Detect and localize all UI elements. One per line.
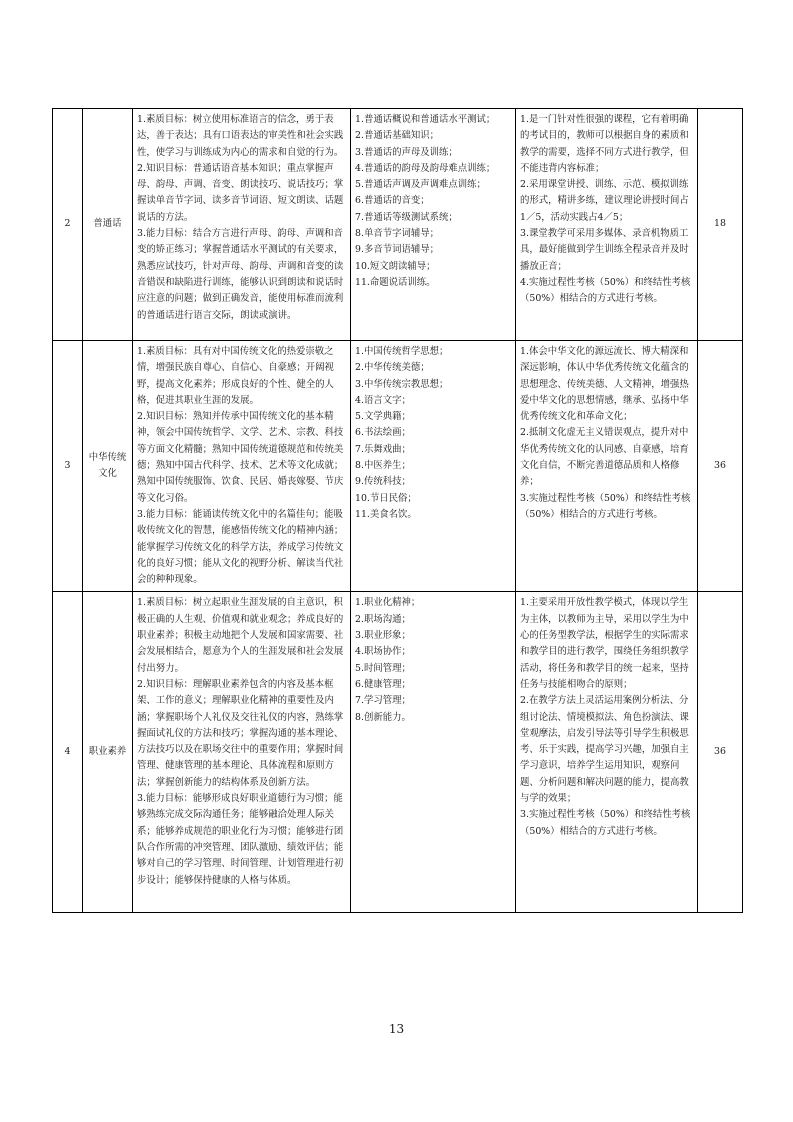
requirement-item: 1.主要采用开放性教学模式，体现以学生为主体，以教师为主导，采用以学生为中心的任务型教学法，根据学生的实际需求和教学目的进行教学，围绕任务组织教学活动，将任务和教学目的统一起来，坚持任务与技能相吻合的原则； bbox=[520, 597, 689, 690]
content-item: 2.普通话基础知识； bbox=[355, 130, 439, 142]
content-item: 4.职场协作； bbox=[355, 646, 411, 658]
content-item: 3.普通话的声母及训练； bbox=[355, 146, 458, 158]
content-item: 8.创新能力。 bbox=[355, 711, 411, 723]
content-item: 3.中华传统宗教思想； bbox=[355, 378, 449, 390]
content-item: 9.传统科技； bbox=[355, 476, 411, 488]
goal-item: 3.能力目标：结合方言进行声母、韵母、声调和音变的矫正练习；掌握普通话水平测试的有关要求，熟悉应试技巧，针对声母、韵母、声调和音变的读音错误和缺陷进行训练，能够认识到朗读和说话时应注意的问题；做到正确发音，能使用标准而流利的普通话进行语言交际，朗读或演讲。 bbox=[137, 228, 344, 321]
course-content-cell bbox=[351, 109, 516, 341]
course-name: 中华传统文化 bbox=[83, 341, 133, 592]
content-item: 1.中国传统哲学思想； bbox=[355, 346, 449, 357]
course-number: 2 bbox=[53, 109, 83, 341]
goal-item: 3.能力目标：能诵读传统文化中的名篇佳句；能吸收传统文化的智慧，能感悟传统文化的精神内涵；能掌握学习传统文化的科学方法，养成学习传统文化的良好习惯；能从文化的视野分析、解读当代社会的种种现象。 bbox=[137, 508, 344, 586]
goal-item: 1.素质目标：树立起职业生涯发展的自主意识，积极正确的人生观、价值观和就业观念；养成良好的职业素养；积极主动地把个人发展和国家需要、社会发展相结合，愿意为个人的生涯发展和社会发展付出努力。 bbox=[137, 597, 344, 674]
table-row bbox=[53, 341, 743, 592]
content-item: 1.职业化精神； bbox=[355, 597, 421, 609]
goal-item: 2.知识目标：熟知并传承中国传统文化的基本精神，领会中国传统哲学、文学、艺术、宗教、科技等方面文化精髓；熟知中国传统道德规范和传统美德；熟知中国古代科学、技术、艺术等文化成就；熟知中国传统服饰、饮食、民居、婚丧嫁娶、节庆等文化习俗。 bbox=[137, 411, 344, 504]
page-number: 13 bbox=[388, 1022, 405, 1036]
course-content-cell bbox=[351, 341, 516, 592]
content-item: 6.书法绘画； bbox=[355, 427, 411, 439]
curriculum-table bbox=[52, 108, 743, 913]
content-item: 2.职场沟通； bbox=[355, 613, 411, 625]
content-item: 7.普通话等级测试系统； bbox=[355, 211, 458, 223]
course-name: 普通话 bbox=[83, 109, 133, 341]
content-item: 10.短文朗读辅导； bbox=[355, 260, 436, 272]
goal-item: 1.素质目标：树立使用标准语言的信念，勇于表达，善于表达；具有口语表达的审美性和社会实践性，使学习与训练成为内心的需求和自觉的行为。 bbox=[137, 114, 344, 158]
table-row bbox=[53, 109, 743, 341]
course-number: 3 bbox=[53, 341, 83, 592]
teaching-requirements-cell bbox=[516, 341, 698, 592]
content-item: 4.语言文字； bbox=[355, 394, 411, 406]
content-item: 10.节日民俗； bbox=[355, 492, 417, 504]
teaching-requirements-cell bbox=[516, 592, 698, 913]
requirement-item: 3.实施过程性考核（50%）和终结性考核（50%）相结合的方式进行考核。 bbox=[520, 492, 691, 520]
requirement-item: 1.是一门针对性很强的课程，它有着明确的考试目的，教师可以根据自身的素质和教学的需要，选择不同方式进行教学，但不能违背内容标准； bbox=[520, 114, 689, 174]
course-number: 4 bbox=[53, 592, 83, 913]
course-goals-cell bbox=[133, 341, 351, 592]
content-item: 5.时间管理； bbox=[355, 662, 411, 674]
course-hours: 36 bbox=[698, 341, 743, 592]
content-item: 11.命题说话训练。 bbox=[355, 276, 436, 288]
content-item: 9.多音节词语辅导； bbox=[355, 244, 439, 256]
content-item: 7.乐舞戏曲； bbox=[355, 443, 411, 455]
content-item: 1.普通话概说和普通话水平测试； bbox=[355, 114, 496, 125]
content-item: 4.普通话的韵母及韵母难点训练； bbox=[355, 162, 496, 174]
content-item: 6.普通话的音变； bbox=[355, 195, 430, 207]
requirement-item: 3.课堂教学可采用多媒体、录音机物质工具，最好能做到学生训练全程录音并及时播放正音； bbox=[520, 228, 689, 272]
course-name: 职业素养 bbox=[83, 592, 133, 913]
requirement-item: 1.体会中华文化的源远流长、博大精深和深远影响，体认中华优秀传统文化蕴含的思想理念、传统美德、人文精神，增强热爱中华文化的思想情感，继承、弘扬中华优秀传统文化和革命文化； bbox=[520, 346, 689, 423]
goal-item: 2.知识目标：理解职业素养包含的内容及基本框架、工作的意义；理解职业化精神的重要性及内涵；掌握职场个人礼仪及交往礼仪的内容，熟练掌握面试礼仪的方法和技巧；掌握沟通的基本理论、方法技巧以及在职场交往中的重要作用；掌握时间管理、健康管理的基本理论、具体流程和原则方法；掌握创新能力的结构体系及创新方法。 bbox=[137, 678, 344, 788]
course-hours: 18 bbox=[698, 109, 743, 341]
requirement-item: 2.抵制文化虚无主义错误观点，提升对中华优秀传统文化的认同感、自豪感，培育文化自信，不断完善道德品质和人格修养； bbox=[520, 427, 689, 488]
table-row bbox=[53, 592, 743, 913]
course-content-cell bbox=[351, 592, 516, 913]
content-item: 5.普通话声调及声调难点训练； bbox=[355, 179, 486, 191]
content-item: 11.美食名饮。 bbox=[355, 508, 417, 520]
content-item: 6.健康管理； bbox=[355, 678, 411, 690]
content-item: 5.文学典籍； bbox=[355, 411, 411, 423]
requirement-item: 2.在教学方法上灵活运用案例分析法、分组讨论法、情境模拟法、角色扮演法、课堂观摩法，启发引导法等引导学生积极思考、乐于实践，提高学习兴趣，加强自主学习意识，培养学生运用知识，观察问题、分析问题和解决问题的能力，提高教与学的效果； bbox=[520, 695, 689, 805]
content-item: 8.单音节字词辅导； bbox=[355, 228, 439, 240]
requirement-item: 2.采用课堂讲授、训练、示范、模拟训练的形式，精讲多练，建议理论讲授时间占1／5，活动实践占4／5； bbox=[520, 179, 689, 223]
goal-item: 1.素质目标：具有对中国传统文化的热爱崇敬之情，增强民族自尊心、自信心、自豪感；开阔视野，提高文化素养；形成良好的个性、健全的人格，促进其职业生涯的发展。 bbox=[137, 346, 334, 406]
course-hours: 36 bbox=[698, 592, 743, 913]
goal-item: 3.能力目标：能够形成良好职业道德行为习惯；能够熟练完成交际沟通任务；能够融洽处理人际关系；能够养成规范的职业化行为习惯；能够进行团队合作所需的冲突管理、团队激励、绩效评估；能够对自己的学习管理、时间管理、计划管理进行初步设计；能够保持健康的人格与体质。 bbox=[137, 793, 344, 886]
course-goals-cell bbox=[133, 109, 351, 341]
goal-item: 2.知识目标：普通话语音基本知识；重点掌握声母、韵母、声调、音变、朗读技巧、说话技巧；掌握读单音节字词、读多音节词语、短文朗读、话题说话的方法。 bbox=[137, 162, 344, 223]
content-item: 8.中医养生； bbox=[355, 460, 411, 472]
content-item: 2.中华传统美德； bbox=[355, 362, 430, 374]
teaching-requirements-cell bbox=[516, 109, 698, 341]
requirement-item: 4.实施过程性考核（50%）和终结性考核（50%）相结合的方式进行考核。 bbox=[520, 276, 691, 305]
content-item: 3.职业形象； bbox=[355, 630, 411, 642]
requirement-item: 3.实施过程性考核（50%）和终结性考核（50%）相结合的方式进行考核。 bbox=[520, 809, 691, 837]
course-goals-cell bbox=[133, 592, 351, 913]
content-item: 7.学习管理； bbox=[355, 695, 411, 707]
